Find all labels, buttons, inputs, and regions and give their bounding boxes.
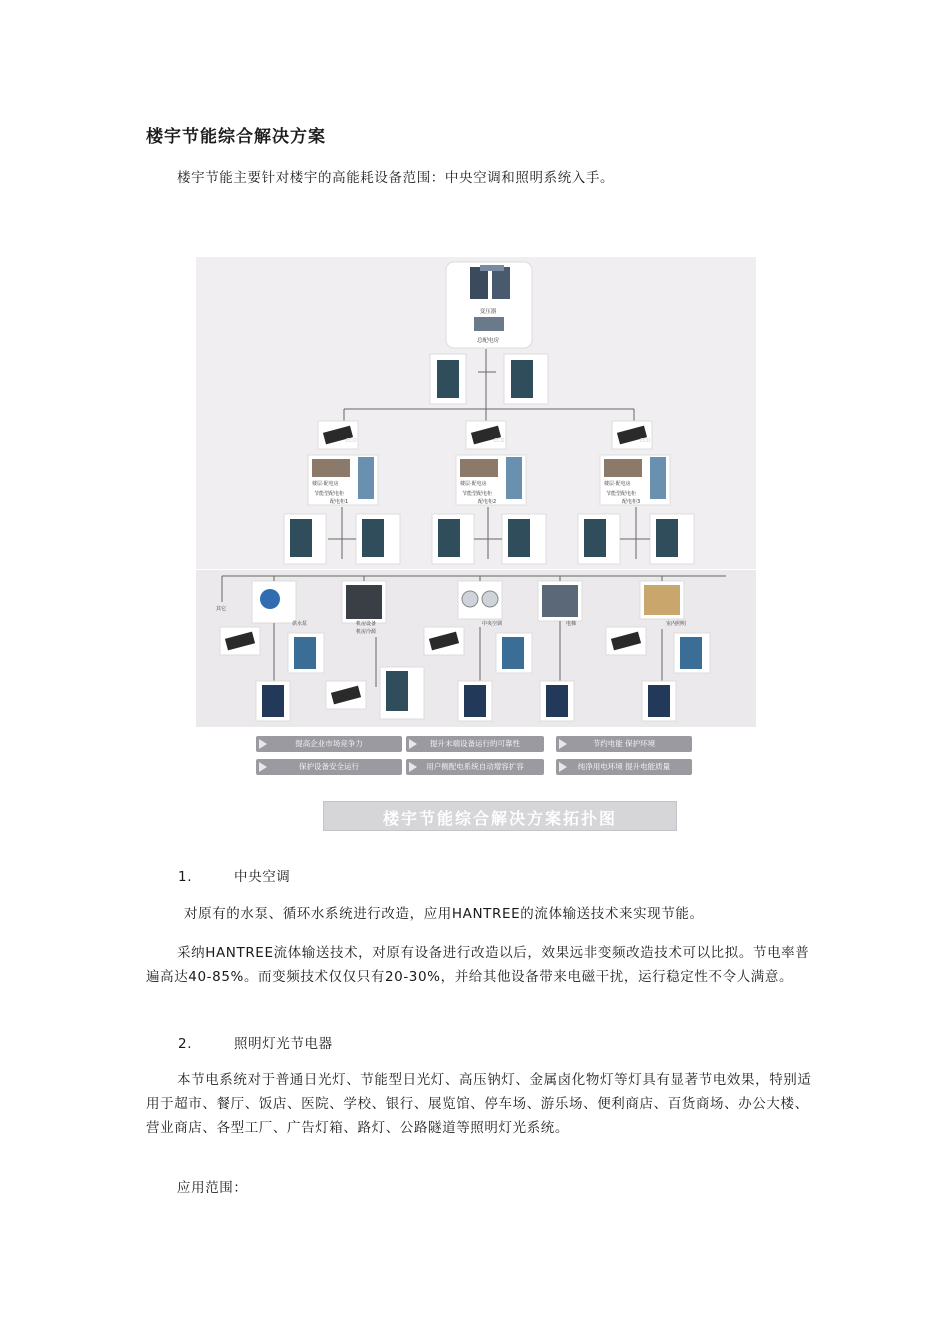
benefit-tag: 保护设备安全运行 (256, 759, 402, 775)
svg-text:ECO: ECO (640, 438, 651, 444)
benefit-tag: 用户侧配电系统自动增容扩容 (406, 759, 544, 775)
cabinet-icon (437, 360, 459, 398)
svg-text:配电柜1: 配电柜1 (330, 499, 349, 505)
svg-text:楼层·配电房: 楼层·配电房 (460, 481, 487, 487)
benefit-tag: 节约电能 保护环境 (556, 736, 692, 752)
section-number: 1. (178, 869, 193, 885)
figure-caption-box (323, 801, 677, 831)
section-1-paragraph-1: 对原有的水泵、循环水系统进行改造，应用HANTREE的流体输送技术来实现节能。 (184, 906, 704, 922)
svg-text:配电柜2: 配电柜2 (478, 499, 497, 505)
svg-text:室内照明: 室内照明 (666, 621, 687, 627)
transformer-box (446, 262, 532, 348)
section-2-paragraph-1: 本节电系统对于普通日光灯、节能型日光灯、高压钠灯、金属卤化物灯等灯具有显著节电效果，特别适用于超市、餐厅、饭店、医院、学校、银行、展览馆、停车场、游乐场、便利商店、百货商场、办公大楼、营业商店、各型工厂、广告灯箱、路灯、公路隧道等照明灯光系统。 (146, 1072, 812, 1136)
scope-label: 应用范围： (177, 1180, 248, 1196)
topology-diagram (196, 257, 756, 727)
benefit-tag: 提高企业市场竞争力 (256, 736, 402, 752)
svg-text:楼层·配电房: 楼层·配电房 (604, 481, 631, 487)
svg-text:机房设备: 机房设备 (356, 621, 377, 627)
switchboard-icon (474, 317, 504, 331)
transformer-label: 变压器 (479, 309, 497, 315)
svg-text:配电柜3: 配电柜3 (622, 499, 641, 505)
transformer-icon (470, 267, 488, 299)
benefit-tag: 提升末端设备运行的可靠性 (406, 736, 544, 752)
svg-text:ECO: ECO (494, 438, 505, 444)
device-label-other: 其它 (216, 606, 227, 612)
section-heading-2 (178, 1032, 333, 1052)
svg-text:电梯: 电梯 (566, 621, 577, 627)
svg-text:供水泵: 供水泵 (292, 621, 308, 627)
svg-text:中央空调: 中央空调 (482, 621, 503, 627)
svg-text:节能型配电柜: 节能型配电柜 (606, 491, 637, 497)
svg-text:楼层·配电房: 楼层·配电房 (312, 481, 339, 487)
svg-text:机房冷源: 机房冷源 (356, 629, 377, 635)
doc-title: 楼宇节能综合解决方案 (146, 127, 326, 147)
section-number: 2. (178, 1036, 193, 1052)
svg-text:ECO: ECO (346, 438, 357, 444)
svg-text:节能型配电柜: 节能型配电柜 (314, 491, 345, 497)
section-title: 照明灯光节电器 (234, 1036, 333, 1052)
intro-paragraph: 楼宇节能主要针对楼宇的高能耗设备范围：中央空调和照明系统入手。 (177, 170, 615, 186)
benefit-tag: 纯净用电环境 提升电能质量 (556, 759, 692, 775)
section-1-paragraph-2: 采纳HANTREE流体输送技术，对原有设备进行改造以后，效果远非变频改造技术可以比拟。节电率普遍高达40-85%。而变频技术仅仅只有20-30%，并给其他设备带来电磁干扰，运行稳定性不令人满意。 (146, 945, 810, 985)
section-title: 中央空调 (234, 869, 291, 885)
section-heading-1 (178, 865, 290, 885)
figure-caption: 楼宇节能综合解决方案拓扑图 (382, 809, 617, 828)
main-room-label: 总配电房 (476, 338, 500, 344)
svg-text:节能型配电柜: 节能型配电柜 (462, 491, 493, 497)
